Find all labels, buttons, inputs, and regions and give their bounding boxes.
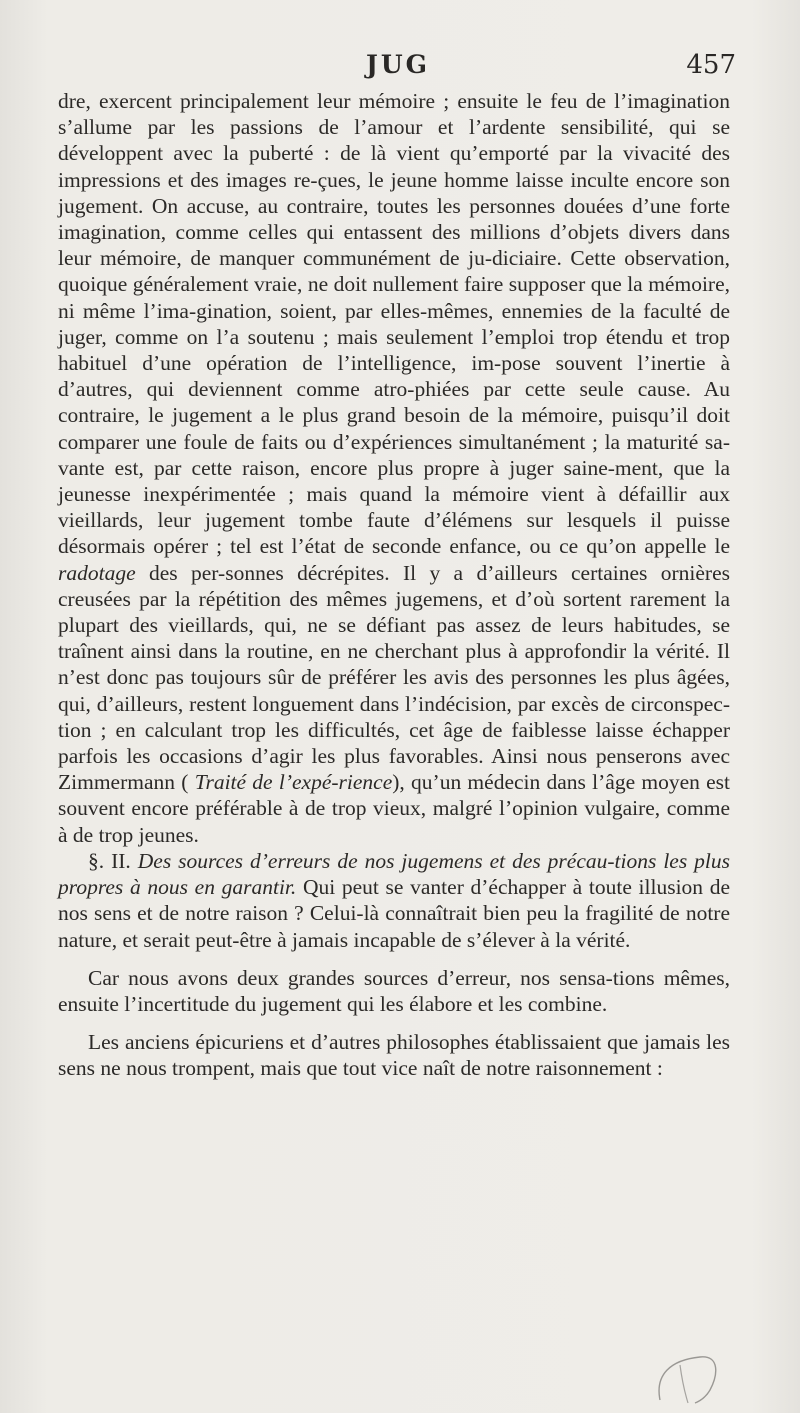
page-number: 457 [686,50,736,80]
pencil-mark [640,1345,740,1405]
section-title: Des sources d’erreurs de nos jugemens et des précau-tions les plus propres à nous en garantir. [58,848,730,900]
paragraph-epicureans: Les anciens épicuriens et d’autres philosophes établissaient que jamais les sens ne nous trompent, mais que tout vice naît de notre raisonnement : [58,1030,730,1081]
paragraph-continued [58,88,730,848]
section-paragraph [58,848,730,953]
paragraph-text: dre, exercent principalement leur mémoire ; ensuite le feu de l’imagination s’allume par les passions de l’amour et l’ardente sensibilité, qui se développent avec la puberté : de là vient qu’emporté par la vivacité des impressions et des images re-çues, le jeune homme laisse inculte encore son jugement. On accuse, au contraire, toutes les personnes douées d’une forte imagination, comme celles qui entassent des millions d’objets divers dans leur mémoire, de manquer communément de ju-diciaire. Cette observation, quoique généralement vraie, ne doit nullement faire supposer que la mémoire, ni même l’ima-gination, soient, par elles-mêmes, ennemies de la faculté de juger, comme on l’a soutenu ; mais seulement l’emploi trop étendu et trop habituel d’une opération de l’intelligence, im-pose souvent l’inertie à d’autres, qui deviennent comme atro-phiées par cette seule cause. Au contraire, le jugement a le plus grand besoin de la mémoire, puisqu’il doit comparer une foule de faits ou d’expériences simultanément ; la maturité sa-vante est, par cette raison, encore plus propre à juger saine-ment, que la jeunesse inexpérimentée ; mais quand la mémoire vient à défaillir aux vieillards, leur jugement tombe faute d’élémens sur lesquels il puisse désormais opérer ; tel est l’état de seconde enfance, ou ce qu’on appelle le [58,89,730,559]
body-text [58,88,730,1082]
page-header [60,50,736,90]
running-head: JUG [366,50,430,79]
italic-term-radotage: radotage [58,560,136,585]
paragraph-text-end: ), qu’un médecin dans l’âge moyen est souvent encore préférable à de trop vieux, malgré l’opinion vulgaire, comme à de trop jeunes. [58,770,731,847]
section-label: §. II. [88,848,131,873]
paragraph-sources-of-error: Car nous avons deux grandes sources d’erreur, nos sensa-tions mêmes, ensuite l’incertitude du jugement qui les élabore et les combine. [58,965,730,1016]
italic-book-title: Traité de l’expé-rience [194,770,393,795]
section-text: Qui peut se vanter d’échapper à toute illusion de nos sens et de notre raison ? Celui-là connaîtrait bien peu la fragilité de notre nature, et serait peut-être à jamais incapable de s’élever à la vérité. [58,875,730,952]
paragraph-text-continued: des per-sonnes décrépites. Il y a d’ailleurs certaines ornières creusées par la répétition des mêmes jugemens, et d’où sortent rarement la plupart des vieillards, qui, ne se défiant pas assez de leurs habitudes, se traînent ainsi dans la routine, en ne cherchant plus à approfondir la vérité. Il n’est donc pas toujours sûr de préférer les avis des personnes les plus âgées, qui, d’ailleurs, restent longuement dans l’indécision, par excès de circonspec-tion ; en calculant trop les difficultés, cet âge de faiblesse laisse échapper parfois les occasions d’agir les plus favorables. Ainsi nous penserons avec Zimmermann ( [58,560,730,795]
